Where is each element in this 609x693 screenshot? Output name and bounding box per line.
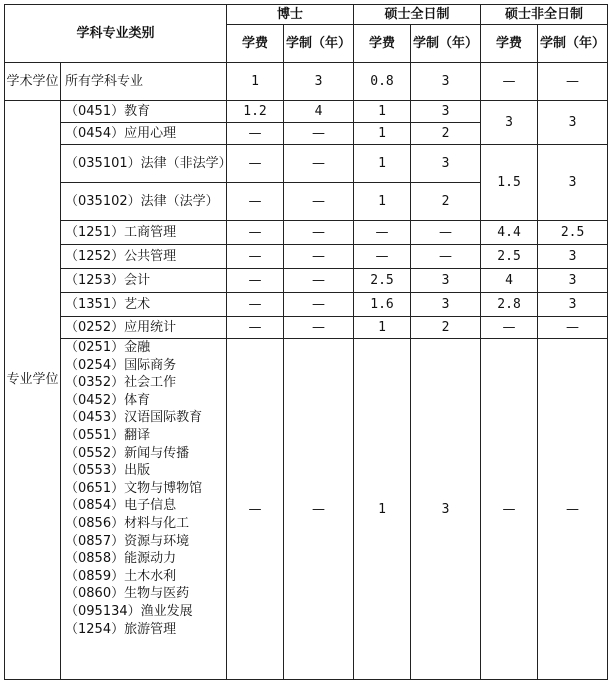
doc-fee: 1.2 (227, 101, 284, 123)
mp-fee: 1.5 (481, 145, 538, 221)
mp-years: 3 (538, 145, 608, 221)
mf-fee: 1 (354, 317, 411, 339)
mf-fee: 1 (354, 123, 411, 145)
list-item: （0858）能源动力 (65, 551, 177, 567)
major-name: （1351）艺术 (61, 293, 227, 317)
list-item: （095134）渔业发展 (65, 603, 193, 619)
tuition-table (4, 4, 608, 680)
mf-fee: 1 (354, 339, 411, 680)
doc-years: — (284, 269, 354, 293)
mf-fee: 1 (354, 101, 411, 123)
mp-fee: 4 (481, 269, 538, 293)
doc-years: — (284, 221, 354, 245)
doc-years: — (284, 293, 354, 317)
major-name: （035101）法律（非法学） (61, 145, 227, 183)
header-mp-years: 学制（年） (538, 25, 608, 63)
doc-years: — (284, 317, 354, 339)
header-doc-years: 学制（年） (284, 25, 354, 63)
list-item: （0859）土木水利 (65, 568, 177, 584)
mf-fee: 1 (354, 145, 411, 183)
list-item: （0453）汉语国际教育 (65, 410, 203, 426)
doc-years: — (284, 145, 354, 183)
major-name: （1253）会计 (61, 269, 227, 293)
group-professional: 专业学位 (5, 101, 61, 680)
mp-fee: 4.4 (481, 221, 538, 245)
header-mf-years: 学制（年） (411, 25, 481, 63)
doc-fee: — (227, 269, 284, 293)
group-academic: 学术学位 (5, 63, 61, 101)
doc-fee: — (227, 221, 284, 245)
mf-years: — (411, 221, 481, 245)
list-item: （0254）国际商务 (65, 357, 177, 373)
mf-fee: 0.8 (354, 63, 411, 101)
mp-years: 3 (538, 269, 608, 293)
mf-years: — (411, 245, 481, 269)
doc-fee: 1 (227, 63, 284, 101)
mf-years: 3 (411, 339, 481, 680)
doc-years: — (284, 339, 354, 680)
major-name: （0454）应用心理 (61, 123, 227, 145)
header-master-full: 硕士全日制 (354, 5, 481, 25)
header-mf-fee: 学费 (354, 25, 411, 63)
mf-fee: 2.5 (354, 269, 411, 293)
major-name: （0252）应用统计 (61, 317, 227, 339)
mp-years: — (538, 63, 608, 101)
table-row-others (5, 339, 608, 680)
other-majors-list (61, 339, 227, 680)
mf-years: 3 (411, 63, 481, 101)
list-item: （0452）体育 (65, 392, 151, 408)
mp-fee: 3 (481, 101, 538, 145)
table-row (5, 293, 608, 317)
table-row (5, 221, 608, 245)
header-category: 学科专业类别 (5, 5, 227, 63)
doc-years: 4 (284, 101, 354, 123)
mf-years: 2 (411, 123, 481, 145)
list-item: （0553）出版 (65, 463, 151, 479)
doc-years: — (284, 183, 354, 221)
mf-years: 3 (411, 145, 481, 183)
major-name: （1251）工商管理 (61, 221, 227, 245)
doc-fee: — (227, 183, 284, 221)
mp-fee: 2.8 (481, 293, 538, 317)
mp-years: — (538, 339, 608, 680)
table-row (5, 245, 608, 269)
mf-fee: — (354, 245, 411, 269)
doc-fee: — (227, 145, 284, 183)
table-row (5, 317, 608, 339)
doc-fee: — (227, 245, 284, 269)
doc-fee: — (227, 339, 284, 680)
mp-years: 2.5 (538, 221, 608, 245)
table-row (5, 269, 608, 293)
doc-fee: — (227, 293, 284, 317)
mp-fee: — (481, 317, 538, 339)
mf-years: 3 (411, 269, 481, 293)
mp-years: 3 (538, 293, 608, 317)
list-item: （0651）文物与博物馆 (65, 480, 203, 496)
header-master-part: 硕士非全日制 (481, 5, 608, 25)
list-item: （0854）电子信息 (65, 498, 177, 514)
table-row (5, 145, 608, 183)
list-item: （1254）旅游管理 (65, 621, 177, 637)
mp-fee: 2.5 (481, 245, 538, 269)
doc-years: 3 (284, 63, 354, 101)
table-row-academic (5, 63, 608, 101)
doc-fee: — (227, 123, 284, 145)
header-mp-fee: 学费 (481, 25, 538, 63)
doc-years: — (284, 123, 354, 145)
header-doctor: 博士 (227, 5, 354, 25)
doc-fee: — (227, 317, 284, 339)
mf-fee: — (354, 221, 411, 245)
mf-years: 2 (411, 317, 481, 339)
major-name: （0451）教育 (61, 101, 227, 123)
list-item: （0551）翻译 (65, 427, 151, 443)
mf-years: 3 (411, 101, 481, 123)
major-name: （035102）法律（法学） (61, 183, 227, 221)
list-item: （0857）资源与环境 (65, 533, 190, 549)
major-name: 所有学科专业 (61, 63, 227, 101)
mp-years: 3 (538, 101, 608, 145)
mf-fee: 1.6 (354, 293, 411, 317)
list-item: （0352）社会工作 (65, 375, 177, 391)
table-row (5, 101, 608, 123)
mf-years: 3 (411, 293, 481, 317)
list-item: （0860）生物与医药 (65, 586, 190, 602)
mf-years: 2 (411, 183, 481, 221)
mp-fee: — (481, 63, 538, 101)
major-name: （1252）公共管理 (61, 245, 227, 269)
list-item: （0856）材料与化工 (65, 515, 190, 531)
mf-fee: 1 (354, 183, 411, 221)
mp-fee: — (481, 339, 538, 680)
mp-years: 3 (538, 245, 608, 269)
list-item: （0552）新闻与传播 (65, 445, 190, 461)
header-doc-fee: 学费 (227, 25, 284, 63)
mp-years: — (538, 317, 608, 339)
list-item: （0251）金融 (65, 340, 151, 355)
doc-years: — (284, 245, 354, 269)
